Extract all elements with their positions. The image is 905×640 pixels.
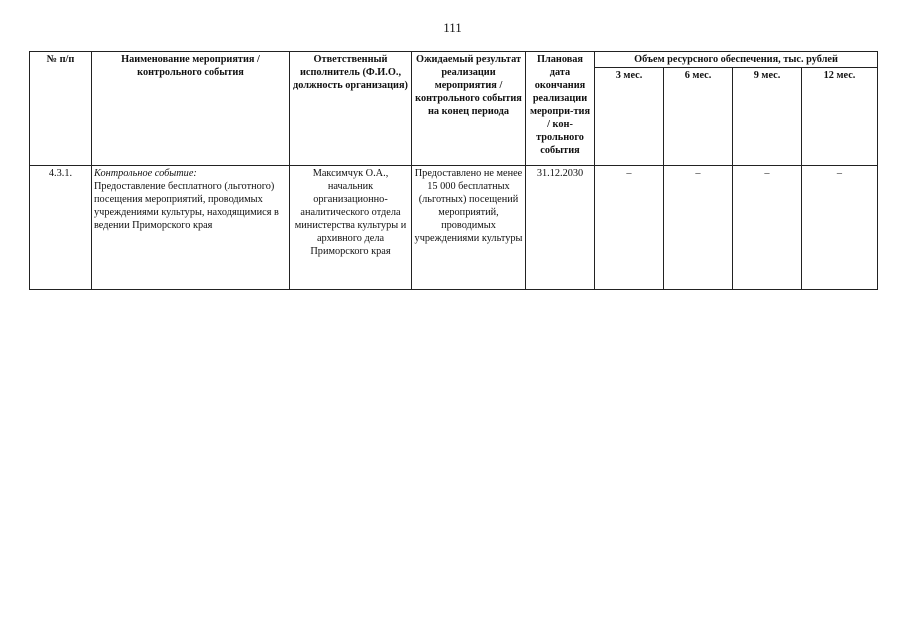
header-period-9: 9 мес. [733, 68, 802, 166]
header-num: № п/п [30, 52, 92, 166]
row-name-text: Предоставление бесплатного (льготного) посещения мероприятий, проводимых учреждениями культуры, находящимися в ведении Приморского края [94, 181, 279, 231]
row-name [92, 166, 290, 290]
plan-table [29, 51, 878, 290]
row-resource-3: – [595, 166, 664, 290]
header-resources: Объем ресурсного обеспечения, тыс. рублей [595, 52, 878, 68]
header-period-12: 12 мес. [802, 68, 878, 166]
row-resource-9: – [733, 166, 802, 290]
page-number: 111 [443, 20, 462, 35]
header-period-3: 3 мес. [595, 68, 664, 166]
table-row [30, 166, 878, 290]
row-resource-12: – [802, 166, 878, 290]
row-name-label: Контрольное событие: [94, 168, 197, 179]
row-responsible: Максимчук О.А., начальник организационно-аналитического отдела министерства культуры и архивного дела Приморского края [290, 166, 412, 290]
header-responsible: Ответственный исполнитель (Ф.И.О., должность организация) [290, 52, 412, 166]
row-expected: Предоставлено не менее 15 000 бесплатных (льготных) посещений мероприятий, проводимых учреждениями культуры [412, 166, 526, 290]
header-period-6: 6 мес. [664, 68, 733, 166]
row-planned-date: 31.12.2030 [526, 166, 595, 290]
header-planned-date: Плановая дата окончания реализации меропри-тия / кон-трольного события [526, 52, 595, 166]
header-name: Наименование мероприятия / контрольного события [92, 52, 290, 166]
header-expected: Ожидаемый результат реализации мероприятия / контрольного события на конец периода [412, 52, 526, 166]
row-resource-6: – [664, 166, 733, 290]
row-num: 4.3.1. [30, 166, 92, 290]
